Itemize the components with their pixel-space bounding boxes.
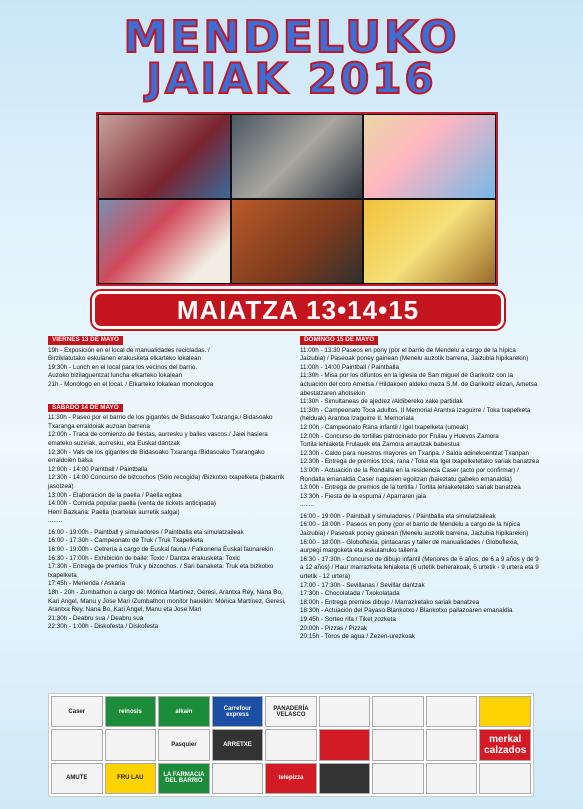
event-line: 13:00h - Actuación de la Rondalla en la residencia Caser (acto por confirmar) / [300,466,519,474]
program-left-column [48,334,288,632]
event-line: 13:00h - Entrega de premios de la tortilla / Tortila lehiaketetako sariak banatzea [300,484,521,492]
separator: ........ [48,517,62,525]
sponsor-logo [265,729,317,760]
sponsor-logo [426,696,478,727]
event-line: 17:45h - Merienda / Askaria [48,580,126,588]
photo-crafts [363,114,496,199]
title-line-1: MENDELUKO [123,12,460,63]
sponsor-logo [105,729,157,760]
event-line: 11:00h - 14:00 Paintball / Paintballa [300,363,399,371]
event-line: 16:00 - 18:00h - Paseos en pony (por el barrio de Mendelu a cargo de la hípica Jaizubia) / Paseoak poney gainean (Menelu auzotik barrena, Jaizubia hipikarekin) [300,521,529,538]
event-line: Birziklatutako eskulanen erakusketa elkarteko lokalean [48,355,201,363]
sponsor-logo: PANADERÍA VELASCO [265,696,317,727]
event-line: 16:00 - 19:00h - Paintball y simuladores / Paintballa eta simulatzaileak [48,528,244,536]
event-line: 11:30h - Paseo por el barrio de los gigantes de Bidasoako Txaranga./ Bidasoako Txaranga erraldoiak auzoan barrena [48,414,273,430]
event-line: Tortila lehiaketa Frulauek eta Zamora arrautzak babestua [300,441,460,449]
date-banner: MAIATZA 13•14•15 [92,291,504,329]
event-line: 16:00 - 18:00h - Globoflexia, pintacaras y taller de manualidades / Globoflexia, aurpegi margoketa eta eskulanuko tailerra [300,538,519,555]
day-heading-saturday: SÁBADO 14 DE MAYO [48,404,123,413]
event-line: 11:30h - Campeonato Toca adultos. II Memorial Arantxa Izaguirre / Toka txapelketa (helduak) Arantxa Izaguirre II. Memoriala [300,406,531,423]
sponsor-logo [426,729,478,760]
event-line: 11:00h - 13:30 Paseos en pony (por el barrio de Mendelu a cargo de la hípica Jaizubia) / Paseoak poney gainean (Menelu auzotik barrena, Jaizubia hipikarekin) [300,346,529,363]
sponsor-logo [426,763,478,794]
sponsor-logo [319,729,371,760]
sponsor-logo: alkain [158,696,210,727]
event-line: 19:45h - Sorteo rifa / Tiket zozketa [300,616,396,623]
event-line: 11:30h - Misa por los difuntos en la iglesia de San miguel de Garikoitz con la actuación del coro Ametsa / Hildakoen aldeko meza S.M. de Garikoitz elizan, Ametsa abestatzaren ahotsekin [300,372,538,397]
event-line: 12:00h - Traca de comienzo de fiestas, aurresku y bailes vascos./ Jaiei hasiera emateko suziriak, aurresku, eta Euskal dantzak [48,431,268,447]
separator: ........ [300,501,314,509]
sponsor-logo [372,729,424,760]
photo-giants [98,114,231,199]
photo-pony [231,199,364,284]
event-line: 21h - Monólogo en el local. / Elkarteko lokalean monologoa [48,380,214,388]
event-line: 14:00h - Comida popular paella (venta de tickets anticipada) [48,500,217,508]
event-line: 17:30h - Chocolatada / Txokolatada [300,590,400,598]
sponsor-logo [372,763,424,794]
event-line: 16:00 - 17:30h - Campeonato de Truk / Truk Txapelketa [48,537,203,545]
event-line: 16:00 - 19:00h - Cetrería a cargo de Euskal fauna / Falkoneria Euskal faunarekin [48,546,274,554]
sponsor-logo: Caser [51,696,103,727]
sponsor-logo: reinosis [105,696,157,727]
event-line: 20:15h - Toros de agua / Zezen-urezkoak [300,633,416,641]
sponsor-logo: ARRETXE [212,729,264,760]
event-line: 17:30h - Entrega de premios Truk y bizcochos. / Sari banaketa: Truk eta bizkotxo txapelketa [48,563,274,579]
event-line: 20:00h - Pizzas / Pizzak [300,624,368,632]
event-line: 18:00h - Entrega premios dibujo / Marrazketako sariak banatzea [300,598,480,606]
sponsor-logo: Carrefour express [212,696,264,727]
event-line: 12:00h - Campeonato Rana infantil / Igel txapelketa (umeak) [300,423,469,431]
sponsor-logo [372,696,424,727]
title-line-2: JAIAK 2016 [146,54,437,103]
sponsor-logo: AMUTE [51,763,103,794]
event-line: 11:30h - Simultaneas de ajedrez /Aldibereko xake partidak [300,398,463,406]
event-line: 13:00h - Elaboración de la paella / Paella egitea [48,491,182,499]
event-line: 22:30h - 1:00h - Diskofesta / Diskofesta [48,623,159,631]
event-line: 18:30h - Actuación del Payaso Blankotxo / Blankotxo pailazoaren emanaldia [300,607,513,615]
event-line: 12:00h - 14:00 Paintball / Paintballa [48,465,148,473]
event-line: 12:00h - Concurso de tortillas patrocinado por Frulau y Huevos Zamora [300,432,499,440]
program-right-column [300,334,540,642]
sponsor-logo [479,696,531,727]
photo-tortilla [363,199,496,284]
event-line: 18h - 20h - Zumbathon a cargo de: Mónica Martínez, Geresi, Arantxa Rey, Nana Bo, Kari Angel, Manu y Jose Mari /Zumbathon monitor hauekin: Mónica Martínez, Geresi, Arantxa Rey, Nana Bo, Kari Angel, Manu eta Jose Mari [48,589,286,614]
sponsor-logo-grid [48,693,534,797]
day-heading-friday: VIERNES 13 DE MAYO [48,336,123,345]
sponsor-logo: Pasquier [158,729,210,760]
photo-collage [96,112,498,286]
event-line: Rondalla emanaldia Caser nagusien egoitzan (baieztatu gabeko emanaldia) [300,475,512,483]
sponsor-logo: LA FARMACIA DEL BARRIO [158,763,210,794]
event-line: 19h - Exposición en el local de manualidades recicladas. / [48,346,210,354]
event-line: 19:30h - Lunch en el local para los vecinos del barrio. [48,363,198,371]
day-heading-sunday: DOMINGO 15 DE MAYO [300,336,378,345]
event-line: Herri Bazkaria: Paella (txartelak aurretik salgai) [48,508,180,516]
sponsor-logo: FRU LAU [105,763,157,794]
event-line: 12:30h - 14:00 Concurso de bizcochos (Sólo recogida) /Bizkotxo txapelketa (bakarrik jasotzea) [48,474,285,490]
sponsor-logo [319,696,371,727]
photo-parade [231,114,364,199]
sponsor-logo [479,763,531,794]
event-line: 16:30 - 17:30h - Concurso de dibujo infantil (Menores de 6 años, de 6 a 9 años y de 9 a 12 años) / Haur marrazketa lehiaketa (6 urtetik beherakoak, 6 urtetik - 9 urtera eta 9 urtetik - 12 urtera) [300,555,539,581]
sponsor-logo [212,763,264,794]
photo-dancers [98,199,231,284]
event-line: 21:30h - Deabru sua / Deabru sua [48,614,144,622]
event-line: 13:30h - Fiesta de la espuma / Aparraren jaia [300,492,427,500]
event-line: 16:00 - 19:00h - Paintball y simuladores / Paintballa eta simulatzaileak [300,512,496,520]
event-line: 12:30h - Entrega de premios toca, rana / Toka eta Igel txapelketetako sariak banatzea [300,458,539,466]
event-line: Auzoko bizilaguentzat luncha elkarteko lokalean [48,372,183,380]
sponsor-logo [51,729,103,760]
sponsor-logo: merkal calzados [479,729,531,760]
event-line: 12:30h - Vals de los gigantes de Bidasoako Txaranga /Bidasoako Txarangako erraldoien balsa [48,448,265,465]
event-line: 12:30h - Caldo para nuestros mayores en Txanpa. / Salda adinekoentzat Txanpan [300,449,530,457]
event-line: 17:00 - 17:30h - Sevillanas / Sevillar dantzak [300,581,425,589]
sponsor-logo [319,763,371,794]
sponsor-logo: telepizza [265,763,317,794]
event-line: 16:30 - 17:00h - Exhibición de baile: Toxic / Dantza erakusketa: Toxic [48,554,240,562]
